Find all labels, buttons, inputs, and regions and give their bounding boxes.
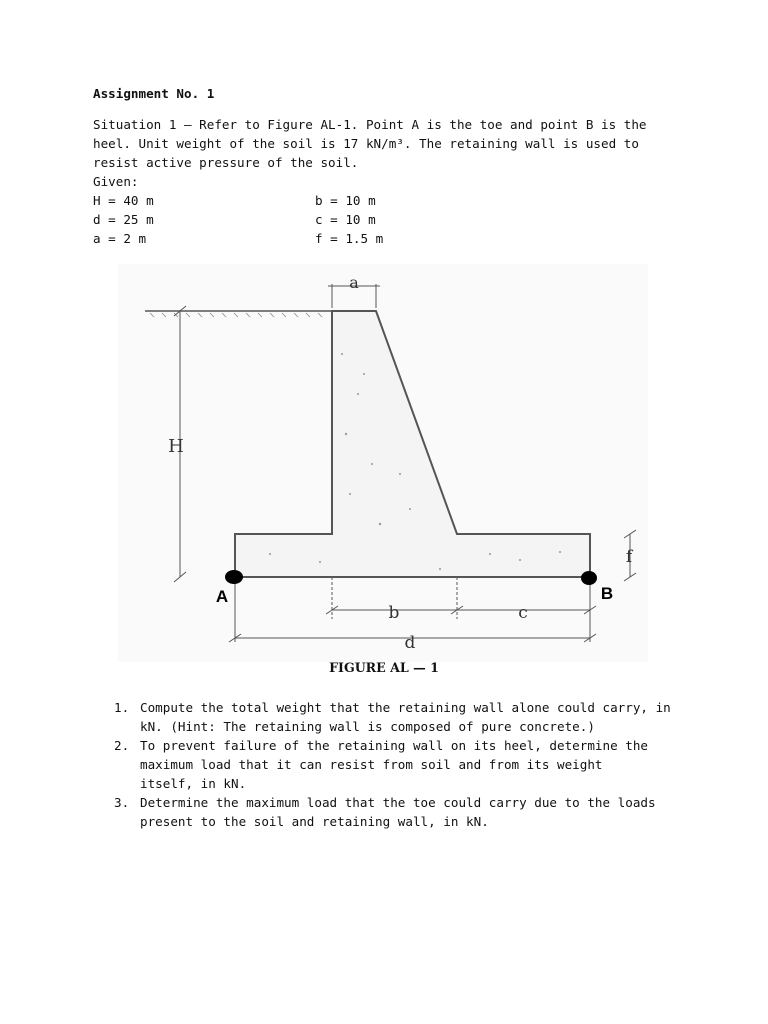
question-number: 3. (114, 795, 130, 810)
question-text: To prevent failure of the retaining wall on its heel, determine the maximum load that it can resist from soil and from its weight itself, in kN. (140, 738, 656, 791)
label-f: f (625, 547, 633, 567)
question-text: Compute the total weight that the retaining wall alone could carry, in kN. (Hint: The retaining wall is composed of pure concrete.) (140, 700, 679, 734)
question-text: Determine the maximum load that the toe could carry due to the loads present to the soil and retaining wall, in kN. (140, 795, 664, 829)
point-A-marker (225, 570, 243, 584)
given-f: f = 1.5 m (315, 231, 384, 246)
given-b: b = 10 m (315, 193, 376, 208)
figure-caption: FIGURE AL — 1 (329, 660, 439, 675)
given-H: H = 40 m (93, 193, 154, 208)
situation-paragraph: Situation 1 — Refer to Figure AL-1. Point A is the toe and point B is the heel. Unit weight of the soil is 17 kN/m³. The retaining wall is used to resist active pressure of the soil. (93, 117, 655, 170)
assignment-page (93, 86, 693, 248)
given-d: d = 25 m (93, 212, 154, 227)
label-a: a (349, 273, 359, 292)
question-1 (114, 698, 714, 736)
given-a: a = 2 m (93, 231, 147, 246)
label-H: H (168, 436, 184, 457)
question-3 (114, 793, 714, 831)
retaining-wall-diagram (110, 264, 650, 664)
given-c: c = 10 m (315, 212, 376, 227)
label-b: b (388, 603, 400, 623)
label-B: B (600, 584, 614, 603)
question-number: 1. (114, 700, 130, 715)
given-values (93, 191, 693, 248)
label-A: A (215, 587, 229, 606)
question-number: 2. (114, 738, 130, 753)
retaining-wall-figure (110, 264, 650, 664)
label-d: d (404, 633, 416, 653)
assignment-title: Assignment No. 1 (93, 86, 215, 101)
question-2 (114, 736, 714, 793)
given-label: Given: (93, 174, 139, 189)
label-c: c (518, 603, 528, 623)
question-list (114, 698, 714, 831)
point-B-marker (581, 571, 597, 585)
